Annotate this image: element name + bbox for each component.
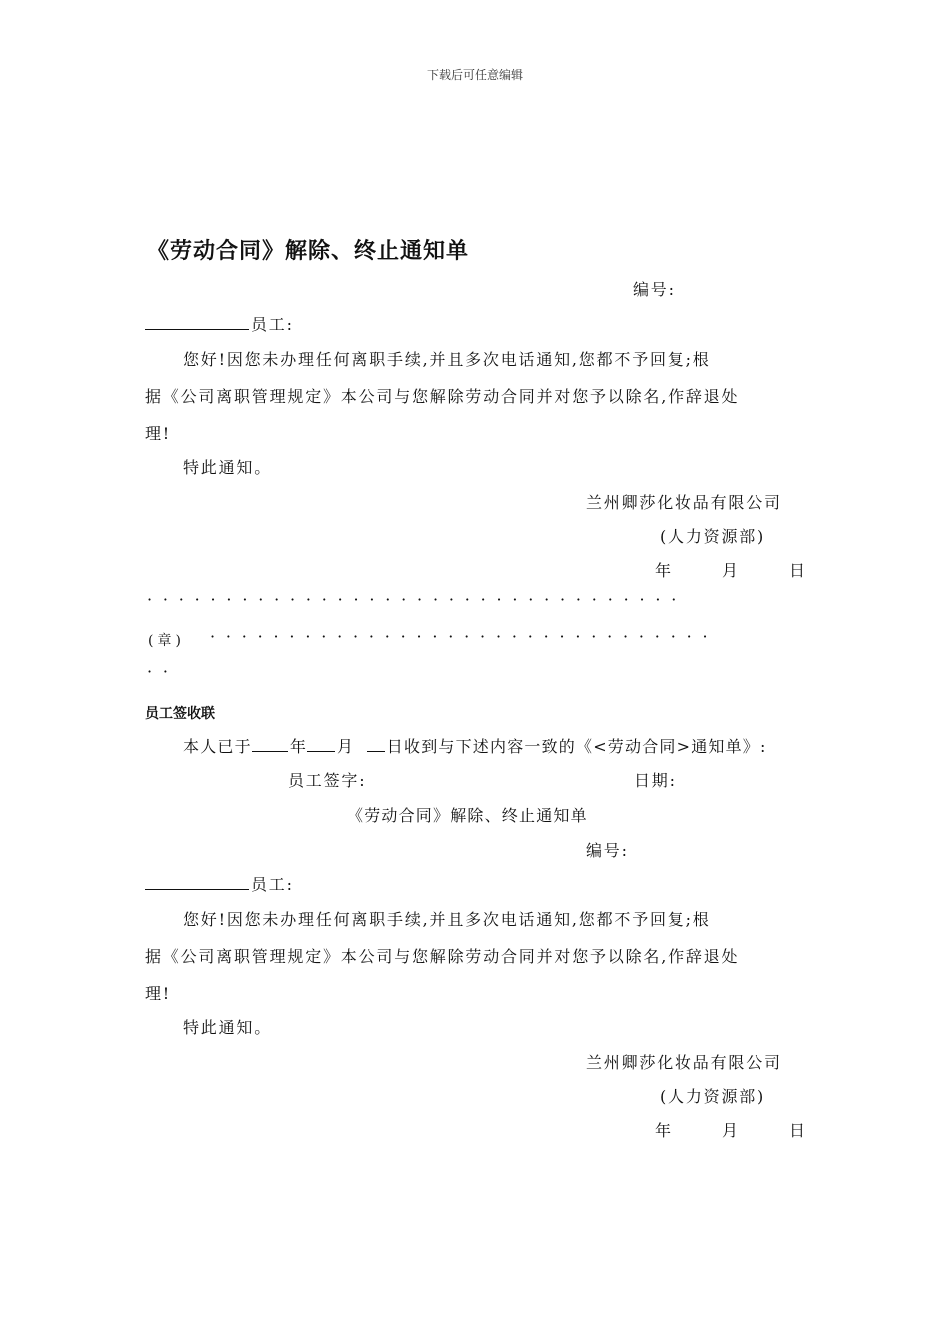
employee-name-blank[interactable] — [145, 315, 249, 330]
receipt-day-blank[interactable] — [367, 737, 385, 752]
date-day-label-2: 日 — [789, 1121, 807, 1140]
seal-label: (章) — [148, 633, 185, 649]
employee-line — [145, 312, 294, 335]
company-name: 兰州卿莎化妆品有限公司 — [586, 493, 782, 512]
employee-label: 员工: — [251, 315, 294, 334]
receipt-line — [183, 734, 767, 757]
date-month-label: 月 — [722, 561, 740, 580]
dotted-separator-2: ································ — [210, 627, 719, 646]
dotted-separator-3: ·· — [147, 662, 179, 681]
department-name: (人力资源部) — [660, 527, 766, 546]
page-header: 下载后可任意编辑 — [426, 68, 523, 82]
body-line-2: 据《公司离职管理规定》本公司与您解除劳动合同并对您予以除名,作辞退处 — [145, 387, 740, 406]
employee-name-blank-2[interactable] — [145, 875, 249, 890]
closing-text-2: 特此通知。 — [183, 1018, 273, 1037]
notice-title-2: 《劳动合同》解除、终止通知单 — [347, 806, 588, 825]
date-year-label: 年 — [655, 561, 673, 580]
receipt-date-label: 日期: — [634, 771, 677, 790]
number-label-2: 编号: — [586, 841, 629, 860]
number-label: 编号: — [633, 280, 676, 299]
body-line-3: 理! — [145, 424, 172, 443]
signature-label: 员工签字: — [288, 771, 367, 790]
receipt-suffix: 日收到与下述内容一致的《<劳动合同>通知单》: — [386, 737, 767, 756]
body-line-1: 您好!因您未办理任何离职手续,并且多次电话通知,您都不予回复;根 — [183, 350, 711, 369]
department-name-2: (人力资源部) — [660, 1087, 766, 1106]
company-name-2: 兰州卿莎化妆品有限公司 — [586, 1053, 782, 1072]
date-month-label-2: 月 — [722, 1121, 740, 1140]
date-year-label-2: 年 — [655, 1121, 673, 1140]
body-line-2-2: 据《公司离职管理规定》本公司与您解除劳动合同并对您予以除名,作辞退处 — [145, 947, 740, 966]
receipt-month-label: 月 — [337, 737, 355, 756]
employee-label-2: 员工: — [251, 875, 294, 894]
receipt-year-blank[interactable] — [252, 737, 288, 752]
body-line-1-2: 您好!因您未办理任何离职手续,并且多次电话通知,您都不予回复;根 — [183, 910, 711, 929]
notice-title: 《劳动合同》解除、终止通知单 — [147, 238, 470, 264]
body-line-3-2: 理! — [145, 984, 172, 1003]
date-day-label: 日 — [789, 561, 807, 580]
receipt-heading: 员工签收联 — [145, 706, 215, 722]
dotted-separator-1: ·································· — [147, 590, 688, 609]
receipt-year-label: 年 — [289, 737, 308, 756]
closing-text: 特此通知。 — [183, 458, 273, 477]
receipt-month-blank[interactable] — [307, 737, 335, 752]
receipt-prefix: 本人已于 — [183, 737, 252, 756]
employee-line-2 — [145, 872, 294, 895]
